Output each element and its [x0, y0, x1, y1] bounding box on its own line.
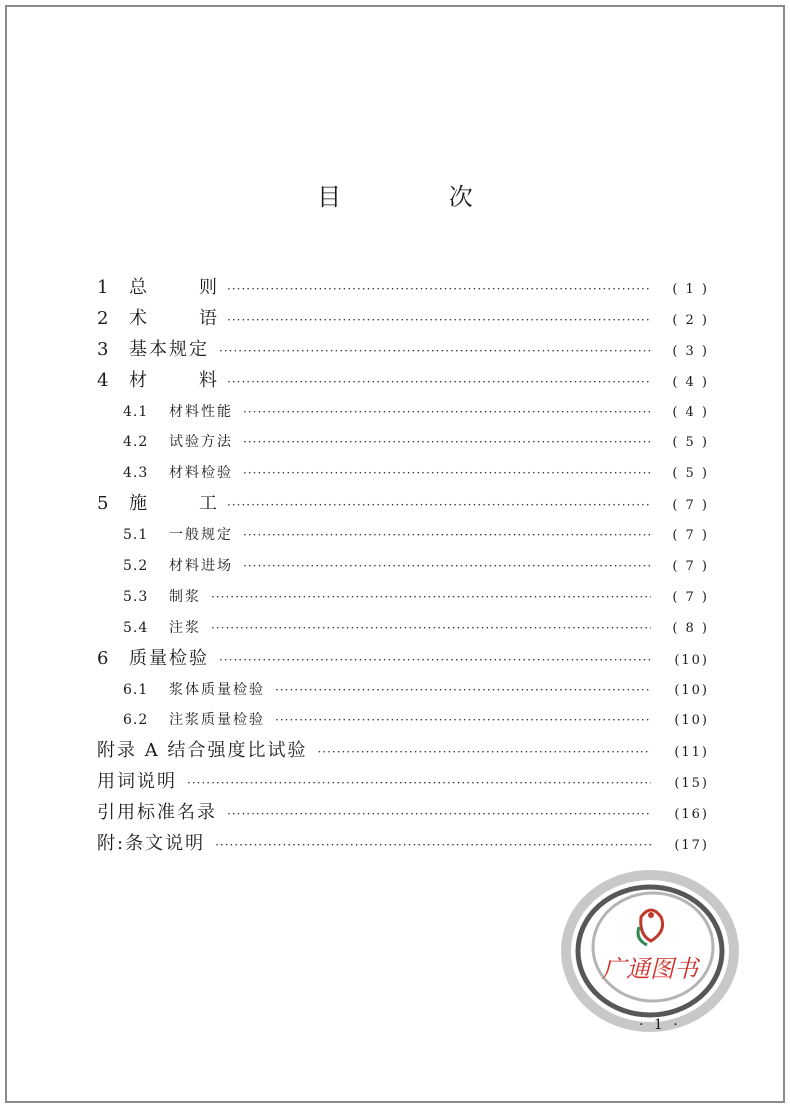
- toc-entry-number: 5: [97, 493, 109, 515]
- toc-entry-page: ( 7 ): [672, 589, 709, 605]
- toc-entry-page: ( 4 ): [672, 374, 709, 390]
- toc-entry[interactable]: [97, 675, 709, 706]
- toc-dot-leader: [243, 458, 651, 489]
- toc-entry-page: (11): [674, 745, 709, 761]
- toc-entry-page: ( 5 ): [672, 466, 709, 482]
- toc-dot-leader: [243, 520, 651, 551]
- toc-entry[interactable]: [97, 489, 709, 520]
- toc-dot-leader: [227, 367, 651, 398]
- toc-dot-leader: [219, 645, 651, 676]
- table-of-contents: [97, 273, 709, 860]
- toc-entry-label: 一般规定: [169, 527, 233, 544]
- toc-entry[interactable]: [97, 335, 709, 366]
- toc-entry-number: 3: [97, 338, 109, 360]
- toc-entry-page: ( 2 ): [672, 312, 709, 328]
- toc-entry[interactable]: [97, 304, 709, 335]
- toc-entry[interactable]: [97, 520, 709, 551]
- toc-entry-number: 1: [97, 277, 109, 298]
- toc-entry-label: 浆体质量检验: [169, 681, 265, 698]
- toc-entry[interactable]: [97, 427, 709, 458]
- toc-entry[interactable]: [97, 644, 709, 675]
- toc-entry-number: 5.2: [123, 558, 149, 575]
- toc-dot-leader: [187, 768, 651, 799]
- toc-entry-number: 2: [97, 307, 109, 329]
- toc-entry-number: 5.1: [123, 527, 149, 544]
- toc-entry[interactable]: [97, 582, 709, 613]
- toc-dot-leader: [243, 551, 651, 582]
- toc-entry-page: (16): [674, 807, 709, 823]
- svg-text:广通图书: 广通图书: [602, 957, 698, 983]
- toc-entry[interactable]: [97, 613, 709, 644]
- toc-entry-page: ( 4 ): [672, 404, 709, 420]
- toc-entry-page: ( 7 ): [672, 528, 709, 544]
- publisher-stamp-icon: [555, 859, 745, 1034]
- toc-entry-page: ( 1 ): [672, 282, 709, 297]
- toc-entry-page: ( 5 ): [672, 435, 709, 451]
- toc-entry[interactable]: [97, 705, 709, 736]
- toc-dot-leader: [243, 427, 651, 458]
- toc-dot-leader: [275, 705, 651, 736]
- toc-entry-label: 引用标准名录: [97, 802, 217, 824]
- toc-entry-label: 材料性能: [169, 403, 233, 420]
- toc-dot-leader: [275, 675, 651, 706]
- toc-dot-leader: [215, 830, 651, 861]
- toc-entry-label: 材料检验: [169, 465, 233, 482]
- toc-dot-leader: [219, 336, 651, 367]
- toc-entry[interactable]: [97, 458, 709, 489]
- toc-entry-page: (17): [674, 838, 709, 854]
- toc-dot-leader: [317, 737, 651, 768]
- toc-entry-page: ( 7 ): [672, 559, 709, 575]
- toc-entry-number: 4.3: [123, 465, 149, 482]
- toc-entry[interactable]: [97, 767, 709, 798]
- toc-entry-page: (10): [674, 682, 709, 698]
- page-title: 目 次: [317, 183, 523, 211]
- toc-entry-number: 4.1: [123, 403, 149, 420]
- toc-entry-number: 5.3: [123, 588, 149, 605]
- toc-entry-number: 6: [97, 647, 109, 669]
- toc-entry-label: 材料进场: [169, 558, 233, 575]
- toc-entry[interactable]: [97, 366, 709, 397]
- toc-entry-page: ( 3 ): [672, 343, 709, 359]
- toc-entry-number: 5.4: [123, 619, 149, 636]
- toc-entry-page: (10): [674, 652, 709, 668]
- document-page: [5, 5, 785, 1103]
- toc-entry-label: 注浆: [169, 619, 201, 636]
- toc-entry-page: (10): [674, 713, 709, 729]
- toc-dot-leader: [243, 397, 651, 428]
- toc-entry[interactable]: [97, 736, 709, 767]
- toc-entry-label: 施工: [129, 493, 269, 515]
- toc-entry-label: 用词说明: [97, 771, 177, 793]
- toc-entry-page: (15): [674, 776, 709, 792]
- toc-entry-label: 试验方法: [169, 434, 233, 451]
- toc-entry[interactable]: [97, 829, 709, 860]
- toc-entry-label: 总则: [129, 277, 269, 298]
- toc-dot-leader: [211, 582, 651, 613]
- toc-entry-label: 基本规定: [129, 338, 209, 360]
- toc-entry-number: 6.1: [123, 681, 149, 698]
- toc-dot-leader: [211, 613, 651, 644]
- toc-dot-leader: [227, 274, 651, 305]
- toc-entry-page: ( 8 ): [672, 620, 709, 636]
- toc-entry-number: 4: [97, 369, 109, 391]
- toc-entry[interactable]: [97, 798, 709, 829]
- toc-dot-leader: [227, 305, 651, 336]
- toc-entry-label: 材料: [129, 369, 269, 391]
- toc-entry-label: 质量检验: [129, 647, 209, 669]
- toc-entry-label: 注浆质量检验: [169, 712, 265, 729]
- page-number: · 1 ·: [639, 1017, 681, 1033]
- toc-entry-label: 附录 A 结合强度比试验: [97, 740, 308, 762]
- toc-entry-label: 附:条文说明: [97, 833, 206, 855]
- toc-entry-number: 6.2: [123, 712, 149, 729]
- toc-entry[interactable]: [97, 273, 709, 304]
- toc-dot-leader: [227, 490, 651, 521]
- toc-entry-label: 术语: [129, 307, 269, 329]
- toc-entry-page: ( 7 ): [672, 498, 709, 514]
- toc-entry-label: 制浆: [169, 588, 201, 605]
- toc-entry-number: 4.2: [123, 434, 149, 451]
- toc-entry[interactable]: [97, 551, 709, 582]
- toc-dot-leader: [227, 799, 651, 830]
- toc-entry[interactable]: [97, 397, 709, 428]
